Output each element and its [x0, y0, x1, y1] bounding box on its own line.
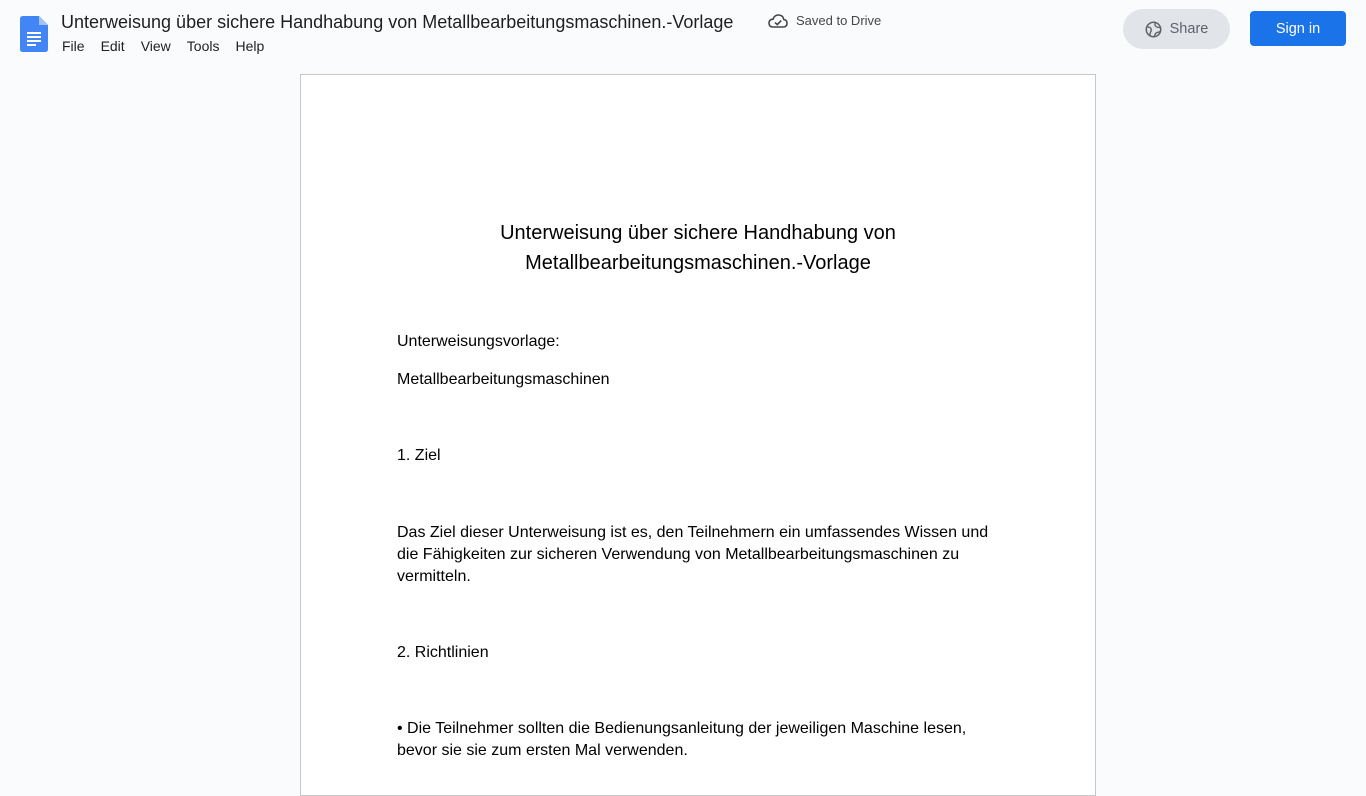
saved-status-label: Saved to Drive: [796, 13, 882, 28]
menu-help[interactable]: Help: [235, 38, 265, 54]
section-2-title: 2. Richtlinien: [397, 644, 489, 661]
menu-tools[interactable]: Tools: [186, 38, 220, 54]
globe-icon: [1145, 21, 1162, 38]
docs-icon[interactable]: [20, 16, 48, 52]
document-heading: [301, 218, 1095, 278]
section-1-text: Das Ziel dieser Unterweisung ist es, den Teilnehmern ein umfassendes Wissen und die Fähigkeiten zur sicheren Verwendung von Metallbearbeitungsmaschinen zu vermitteln.: [397, 524, 989, 585]
menu-bar: [54, 35, 272, 57]
saved-status[interactable]: [768, 13, 881, 28]
document-title[interactable]: Unterweisung über sichere Handhabung von Metallbearbeitungsmaschinen.-Vorlage: [61, 12, 734, 32]
sign-in-button[interactable]: Sign in: [1250, 11, 1346, 46]
share-button[interactable]: [1123, 9, 1230, 49]
document-page[interactable]: [300, 74, 1096, 796]
cloud-done-icon: [768, 14, 788, 28]
app-header: [0, 0, 1366, 64]
menu-edit[interactable]: Edit: [100, 38, 125, 54]
heading-line-1: Unterweisung über sichere Handhabung von: [500, 222, 896, 244]
menu-file[interactable]: File: [62, 38, 85, 54]
section-2-bullet-1: • Die Teilnehmer sollten die Bedienungsanleitung der jeweiligen Maschine lesen, bevor sie sie zum ersten Mal verwenden.: [397, 720, 967, 759]
menu-view[interactable]: View: [140, 38, 171, 54]
heading-line-2: Metallbearbeitungsmaschinen.-Vorlage: [525, 252, 871, 274]
section-1-title: 1. Ziel: [397, 447, 441, 464]
share-label: Share: [1169, 21, 1209, 37]
subject-line: Metallbearbeitungsmaschinen: [397, 371, 610, 388]
template-label: Unterweisungsvorlage:: [397, 333, 560, 350]
